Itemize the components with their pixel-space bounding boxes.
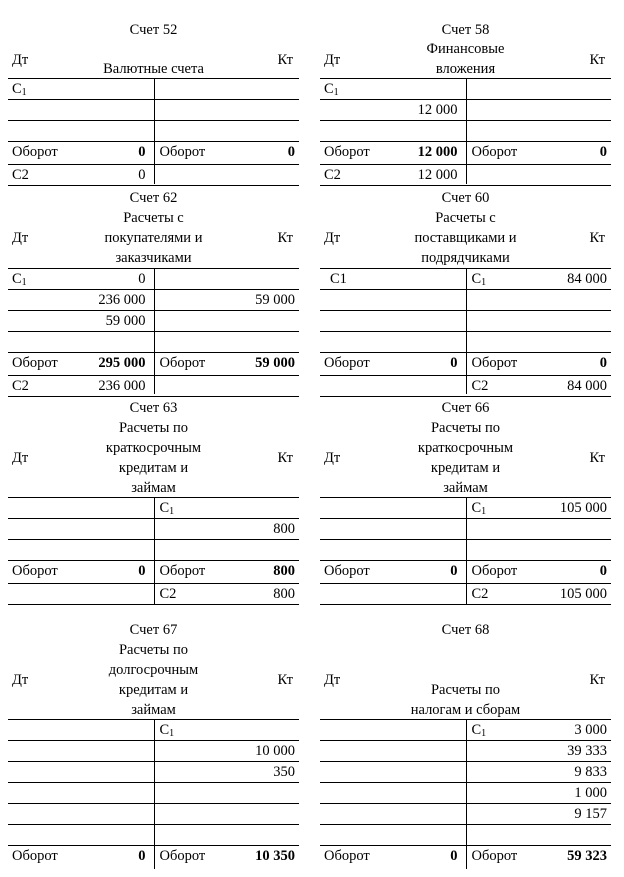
account-name: Валютные счета	[103, 61, 204, 77]
entry-row	[320, 519, 611, 540]
credit-label: Кт	[589, 52, 605, 68]
entry-row: 59 000	[8, 311, 299, 332]
closing-balance-row: C2 105 000	[320, 584, 611, 605]
entry-row	[8, 332, 299, 353]
account-58	[320, 18, 611, 186]
debit-label: Дт	[12, 450, 29, 466]
entry-row	[8, 804, 299, 825]
closing-balance-row: C2 800	[8, 584, 299, 605]
account-title: Счет 68	[441, 622, 490, 638]
account-name: Расчеты по	[118, 642, 189, 658]
opening-balance-row: $C_1$ 3 000	[320, 720, 611, 741]
account-title: Счет 52	[129, 22, 178, 38]
debit-label: Дт	[12, 52, 29, 68]
entry-row	[320, 290, 611, 311]
account-name: кредитам и	[118, 682, 189, 698]
entry-row	[320, 825, 611, 846]
entry-row	[8, 540, 299, 561]
account-67	[8, 620, 299, 870]
debit-label: Дт	[12, 230, 29, 246]
opening-balance-row: $C_1$	[8, 79, 299, 100]
credit-label: Кт	[589, 450, 605, 466]
opening-balance-row: C1 $C_1$ 84 000	[320, 269, 611, 290]
account-name: Расчеты по	[430, 682, 501, 698]
account-title: Счет 60	[441, 190, 490, 206]
opening-balance-row: $C_1$	[8, 720, 299, 741]
account-name: краткосрочным	[105, 440, 202, 456]
account-title: Счет 66	[441, 400, 490, 416]
entry-row: 350	[8, 762, 299, 783]
account-name: подрядчиками	[421, 250, 510, 266]
account-name: долгосрочным	[108, 662, 199, 678]
account-name: займам	[131, 480, 176, 496]
turnover-row: Оборот 0 Оборот 0	[8, 142, 299, 165]
entry-row	[8, 783, 299, 804]
debit-label: Дт	[324, 230, 341, 246]
account-62	[8, 188, 299, 396]
closing-balance-row: C2 12 000	[320, 165, 611, 186]
entry-row: 12 000	[320, 100, 611, 121]
closing-balance-row: C2 0	[8, 165, 299, 186]
account-name: Финансовые	[426, 41, 505, 57]
credit-label: Кт	[277, 672, 293, 688]
closing-balance-row: C2 236 000	[8, 376, 299, 397]
turnover-row: Оборот 295 000 Оборот 59 000	[8, 353, 299, 376]
entry-row: 800	[8, 519, 299, 540]
entry-row	[8, 100, 299, 121]
account-name: Расчеты по	[430, 420, 501, 436]
account-name: покупателями и	[104, 230, 203, 246]
turnover-row: Оборот 0 Оборот 800	[8, 561, 299, 584]
entry-row	[320, 121, 611, 142]
credit-label: Кт	[589, 230, 605, 246]
turnover-row: Оборот 0 Оборот 59 323	[324, 848, 607, 864]
turnover-row: Оборот 12 000 Оборот 0	[320, 142, 611, 165]
account-60	[320, 188, 611, 396]
entry-row: 1 000	[320, 783, 611, 804]
account-name: вложения	[435, 61, 496, 77]
entry-row	[320, 311, 611, 332]
entry-row: 9 833	[320, 762, 611, 783]
entry-row	[8, 825, 299, 846]
entry-row	[8, 121, 299, 142]
account-title: Счет 58	[441, 22, 490, 38]
account-name: Расчеты с	[123, 210, 184, 226]
account-63	[8, 398, 299, 606]
account-66	[320, 398, 611, 606]
entry-row: 9 157	[320, 804, 611, 825]
opening-balance-row: $C_1$	[320, 79, 611, 100]
credit-label: Кт	[589, 672, 605, 688]
account-name: займам	[443, 480, 488, 496]
turnover-row: Оборот 0 Оборот 0	[320, 561, 611, 584]
account-name: поставщиками и	[414, 230, 517, 246]
opening-balance-row: $C_1$	[8, 498, 299, 519]
turnover-row: Оборот 0 Оборот 10 350	[12, 848, 295, 864]
account-name: займам	[131, 702, 176, 718]
account-title: Счет 67	[129, 622, 178, 638]
account-name: заказчиками	[115, 250, 192, 266]
account-name: краткосрочным	[417, 440, 514, 456]
debit-label: Дт	[324, 450, 341, 466]
account-name: Расчеты с	[435, 210, 496, 226]
debit-label: Дт	[324, 52, 341, 68]
account-52	[8, 18, 299, 186]
account-title: Счет 63	[129, 400, 178, 416]
turnover-row: Оборот 0 Оборот 0	[320, 353, 611, 376]
credit-label: Кт	[277, 52, 293, 68]
account-name: Расчеты по	[118, 420, 189, 436]
entry-row	[320, 332, 611, 353]
entry-row	[320, 540, 611, 561]
account-name: кредитам и	[118, 460, 189, 476]
account-68	[320, 620, 611, 870]
account-title: Счет 62	[129, 190, 178, 206]
entry-row: 10 000	[8, 741, 299, 762]
entry-row: 39 333	[320, 741, 611, 762]
opening-balance-row: $C_1$ 105 000	[320, 498, 611, 519]
debit-label: Дт	[324, 672, 341, 688]
opening-balance-row: $C_1$ 0	[8, 269, 299, 290]
account-name: налогам и сборам	[410, 702, 521, 718]
account-name: кредитам и	[430, 460, 501, 476]
credit-label: Кт	[277, 450, 293, 466]
credit-label: Кт	[277, 230, 293, 246]
debit-label: Дт	[12, 672, 29, 688]
closing-balance-row: C2 84 000	[320, 376, 611, 397]
entry-row: 236 000 59 000	[8, 290, 299, 311]
